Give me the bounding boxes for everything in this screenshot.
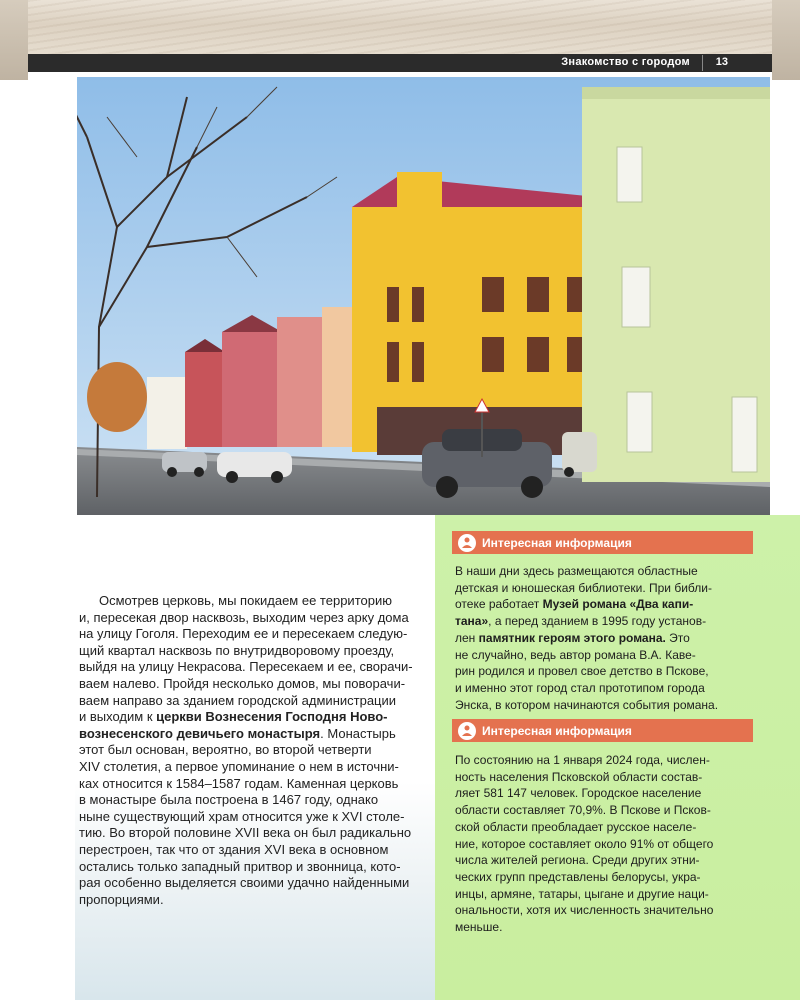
info-box-2-text [455,752,747,936]
text-line: ность населения Псковской области состав- [455,769,703,784]
text-line: ваем налево. Пройдя несколько домов, мы поворачи- [79,675,406,691]
text-line: на улицу Гоголя. Переходим ее и пересекаем следую- [79,626,408,642]
text-line: рая особенно выделяется своими удачно найденными [79,875,410,891]
text-line: не случайно, ведь автор романа В.А. Каве- [455,647,696,662]
text-line: По состоянию на 1 января 2024 года, числен- [455,753,710,767]
header-wood-right [772,0,800,80]
text-line: остались только западный притвор и звонница, кото- [79,858,401,874]
text-line: ляет 581 147 человек. Городское население [455,786,702,801]
street-photo [77,77,770,516]
info-box-2-header [452,719,753,742]
reading-person-icon [458,534,476,552]
text-line: и, пересекая двор насквозь, выходим через арку дома [79,609,409,625]
text-line: В наши дни здесь размещаются областные [455,564,698,578]
text-line: меньше. [455,920,503,935]
text-line: ональности, хотя их численность значительно [455,903,714,918]
text-line: вознесенского девичьего монастыря. Монастырь [79,725,396,741]
text-line: перестроен, так что от здания XVI века в основном [79,841,389,857]
text-line: щий квартал насквозь по внутридворовому проезду, [79,642,395,658]
info-box-1-title: Интересная информация [482,535,632,550]
text-line: ние, которое составляет около 91% от общего [455,836,714,851]
text-line: ваем направо за зданием городской администрации [79,692,397,708]
text-line: ках относится к 1584–1587 годам. Каменная церковь [79,775,399,791]
text-line: лен памятник героям этого романа. Это [455,630,690,645]
section-title: Знакомство с городом [561,56,690,68]
text-line: отеке работает Музей романа «Два капи- [455,597,694,612]
text-line: области составляет 70,9%. В Пскове и Псков- [455,803,711,818]
text-line: тию. Во второй половине XVII века он был радикально [79,825,412,841]
text-line: ныне существующий храм относится уже к XVI столе- [79,808,405,824]
museum-name-bold: Музей романа «Два капи- [542,597,694,612]
main-article-text [79,593,413,908]
text-line: и выходим к церкви Вознесения Господня Ново- [79,709,388,725]
text-line: пропорциями. [79,891,164,907]
text-line: рин родился и провел свое детство в Пскове, [455,664,709,679]
header-separator [702,55,703,71]
text-line: Осмотрев церковь, мы покидаем ее территорию [99,593,392,608]
info-box-1-header [452,531,753,554]
text-line: тана», а перед зданием в 1995 году установ- [455,614,707,629]
monastery-name-bold: вознесенского девичьего монастыря [79,725,321,741]
reading-person-icon [458,722,476,740]
text-line: числа жителей региона. Среди других этни- [455,853,700,868]
text-line: выйдя на улицу Некрасова. Пересекаем и ее, сворачи- [79,659,413,675]
text-line: Энска, в котором начинаются события романа. [455,697,719,712]
header-wood-left [0,0,28,80]
text-line: и именно этот город стал прототипом города [455,680,705,695]
text-line: инцы, армяне, татары, цыгане и другие наци- [455,886,709,901]
text-line: ской области преобладает русское населе- [455,819,697,834]
text-line: этот был основан, вероятно, во второй четверти [79,742,372,758]
text-line: в монастыре была построена в 1467 году, однако [79,792,379,808]
info-box-1-text [455,563,747,713]
museum-name-bold-cont: тана» [455,614,489,629]
text-line: XIV столетия, а первое упоминание о нем в источни- [79,758,399,774]
monument-name-bold: памятник героям этого романа. [478,630,666,645]
page-number: 13 [715,56,728,68]
text-line: детская и юношеская библиотеки. При библи- [455,580,712,595]
text-line: ческих групп представлены белорусы, укра- [455,869,701,884]
info-box-2-title: Интересная информация [482,723,632,738]
church-name-bold: церкви Вознесения Господня Ново- [156,709,388,725]
header-wood-banner [28,0,772,54]
